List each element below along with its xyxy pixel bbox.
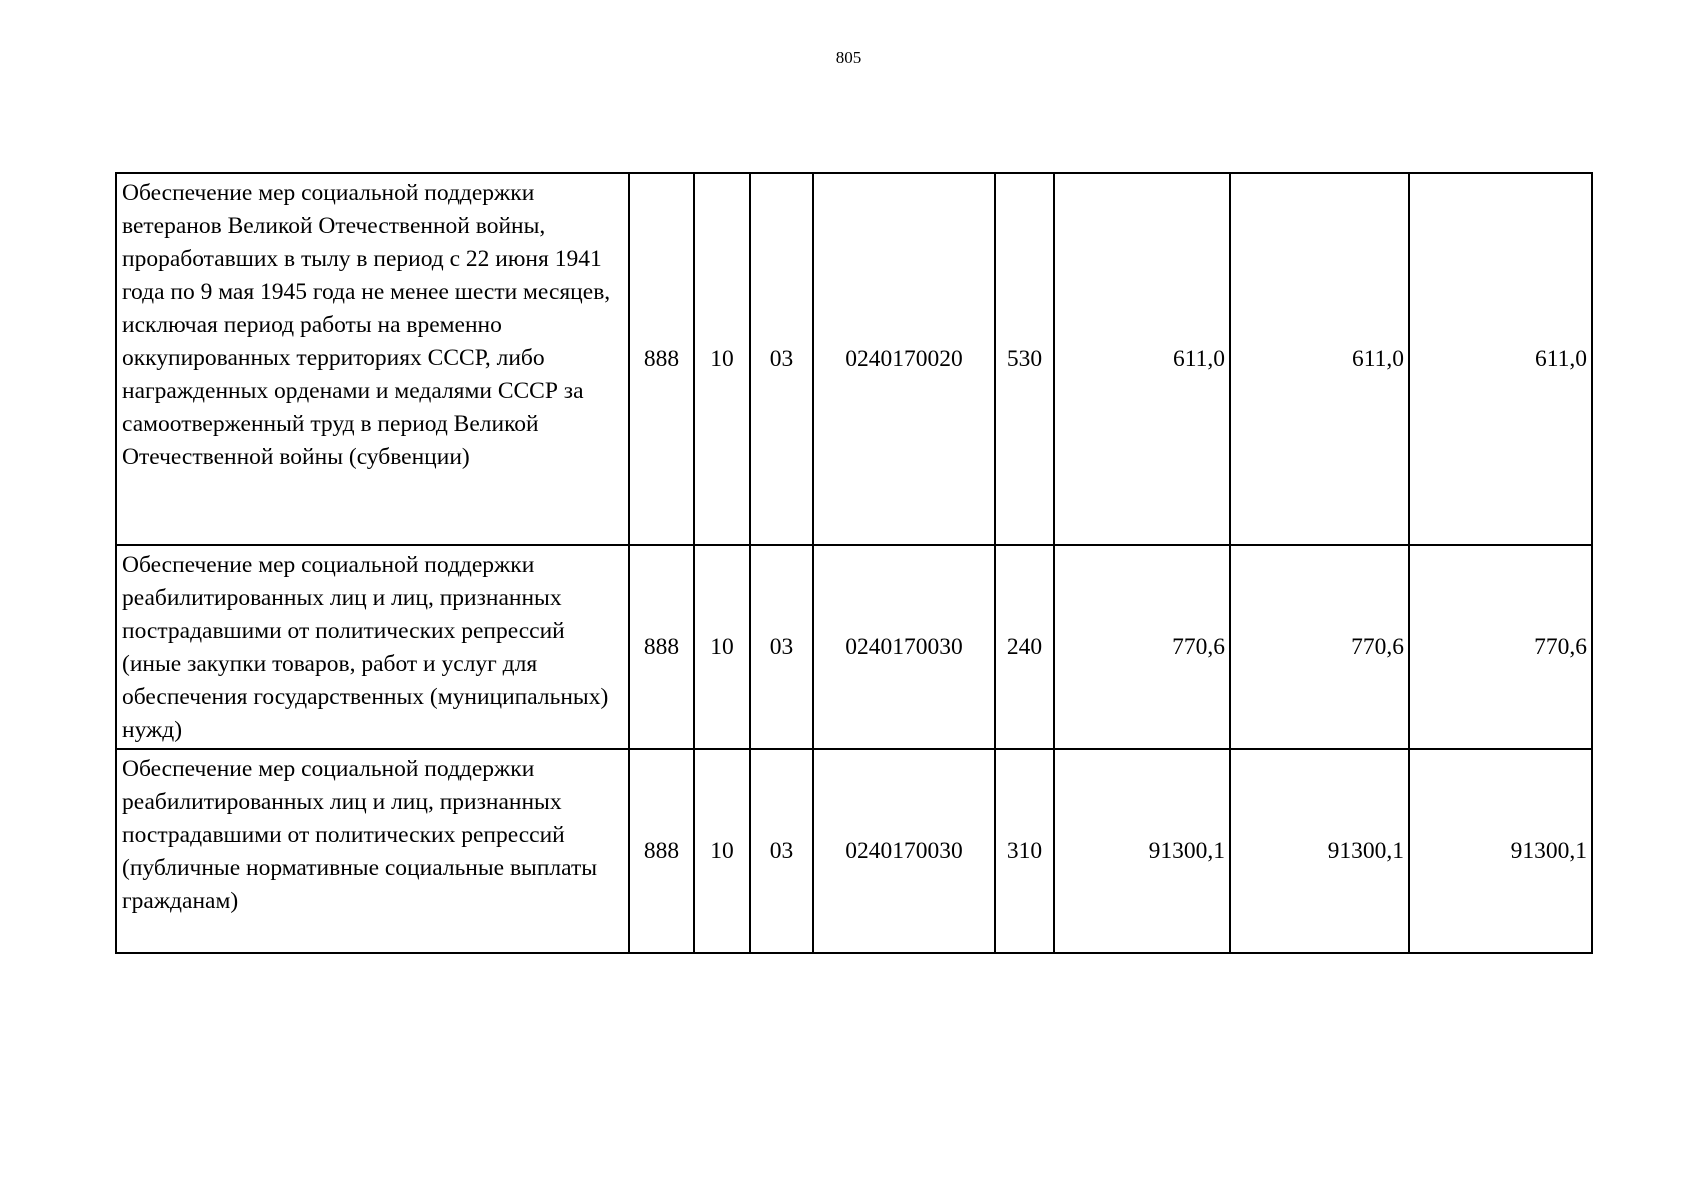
- vr-code-cell: 310: [995, 749, 1054, 953]
- amount-3-cell: 611,0: [1409, 173, 1592, 545]
- vr-code-cell: 530: [995, 173, 1054, 545]
- description-cell: Обеспечение мер социальной поддержки реабилитированных лиц и лиц, признанных пострадавшими от политических репрессий (иные закупки товаров, работ и услуг для обеспечения государственных (муниципальных) нужд): [116, 545, 629, 749]
- amount-2-cell: 91300,1: [1230, 749, 1409, 953]
- rz-code-cell: 10: [694, 173, 750, 545]
- gr-code-cell: 888: [629, 173, 694, 545]
- pr-code-cell: 03: [750, 545, 813, 749]
- table-row: [116, 545, 1592, 749]
- table-row: [116, 749, 1592, 953]
- table-row: [116, 173, 1592, 545]
- amount-2-cell: 611,0: [1230, 173, 1409, 545]
- csr-code-cell: 0240170030: [813, 545, 995, 749]
- rz-code-cell: 10: [694, 749, 750, 953]
- page-number: 805: [835, 48, 862, 67]
- gr-code-cell: 888: [629, 545, 694, 749]
- pr-code-cell: 03: [750, 749, 813, 953]
- description-cell: Обеспечение мер социальной поддержки ветеранов Великой Отечественной войны, проработавших в тылу в период с 22 июня 1941 года по 9 мая 1945 года не менее шести месяцев, исключая период работы на временно оккупированных территориях СССР, либо награжденных орденами и медалями СССР за самоотверженный труд в период Великой Отечественной войны (субвенции): [116, 173, 629, 545]
- amount-1-cell: 91300,1: [1054, 749, 1230, 953]
- pr-code-cell: 03: [750, 173, 813, 545]
- rz-code-cell: 10: [694, 545, 750, 749]
- amount-3-cell: 91300,1: [1409, 749, 1592, 953]
- gr-code-cell: 888: [629, 749, 694, 953]
- amount-1-cell: 611,0: [1054, 173, 1230, 545]
- csr-code-cell: 0240170020: [813, 173, 995, 545]
- amount-3-cell: 770,6: [1409, 545, 1592, 749]
- description-cell: Обеспечение мер социальной поддержки реабилитированных лиц и лиц, признанных пострадавшими от политических репрессий (публичные нормативные социальные выплаты гражданам): [116, 749, 629, 953]
- amount-1-cell: 770,6: [1054, 545, 1230, 749]
- vr-code-cell: 240: [995, 545, 1054, 749]
- budget-table: [115, 172, 1593, 954]
- amount-2-cell: 770,6: [1230, 545, 1409, 749]
- csr-code-cell: 0240170030: [813, 749, 995, 953]
